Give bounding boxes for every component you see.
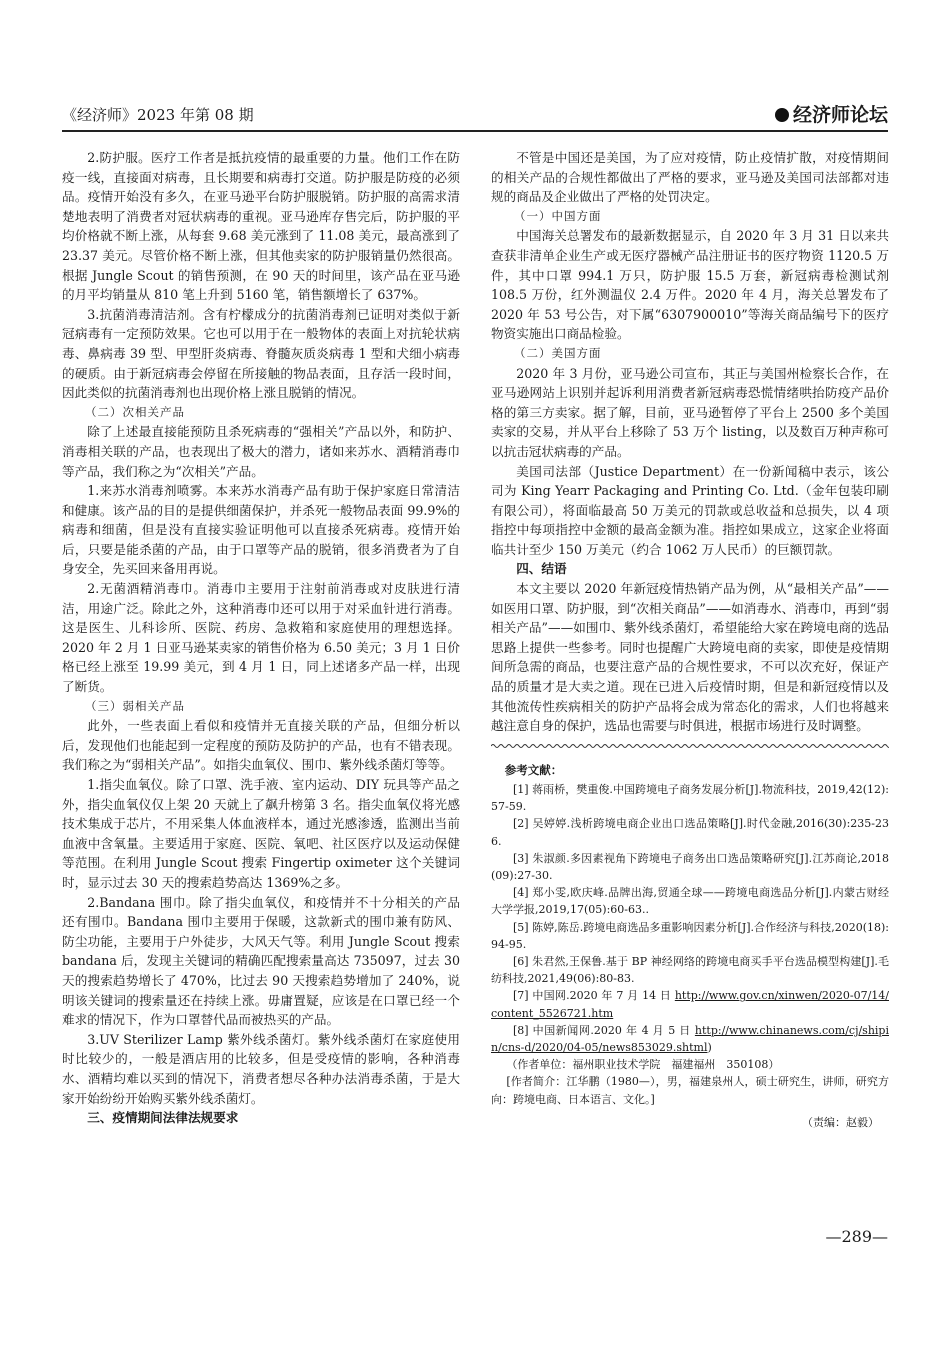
right-column: [491, 148, 889, 1131]
reference-list: [491, 781, 889, 1056]
page-header: [62, 98, 888, 128]
paragraph: 3.UV Sterilizer Lamp 紫外线杀菌灯。紫外线杀菌灯在家庭使用时比较少的，一般是酒店用的比较多，但是受疫情的影响，各种消毒水、酒精均难以买到的情况下，消费者想尽各种办法消毒杀菌，于是大家开始纷纷开始购买紫外线杀菌灯。: [62, 1031, 460, 1106]
section-heading: 四、结语: [516, 561, 567, 577]
references-title: 参考文献：: [504, 762, 563, 777]
section-label: 经济师论坛: [792, 104, 888, 126]
reference-link[interactable]: http://www.chinanews.com/cj/shipin/cns-d/2020/04-05/news853029.shtml: [491, 1023, 889, 1055]
editor-note: （责编：赵毅）: [802, 1115, 879, 1129]
paragraph: 3.抗菌消毒清洁剂。含有柠檬成分的抗菌消毒剂已证明对类似于新冠病毒有一定预防效果。它也可以用于在一般物体的表面上对抗轮状病毒、鼻病毒 39 型、甲型肝炎病毒、脊髓灰质炎病毒 1 型和犬细小病毒的硬质。由于新冠病毒会停留在所接触的物品表面，且存活一段时间，因此类似的抗菌消毒剂也出现价格上涨且脱销的情况。: [62, 306, 460, 401]
subsection-heading: （一）中国方面: [514, 208, 602, 223]
paragraph: 不管是中国还是美国，为了应对疫情，防止疫情扩散，对疫情期间的相关产品的合规性都做出了严格的要求，亚马逊及美国司法部都对违规的商品及企业做出了严格的处罚决定。: [491, 150, 889, 205]
reference-item: [7] 中国网.2020 年 7 月 14 日 http://www.gov.cn/xinwen/2020-07/14/content_5526721.htm: [491, 989, 889, 1020]
paragraph: 本文主要以 2020 年新冠疫情热销产品为例，从“最相关产品”——如医用口罩、防护服，到“次相关商品”——如消毒水、消毒巾，再到“弱相关产品”——如围巾、紫外线杀菌灯，希望能给大家在跨境电商的选品思路上提供一些参考。同时也提醒广大跨境电商的卖家，即使是疫情期间所急需的商品，也要注意产品的合规性要求，不可以次充好，保证产品的质量才是大卖之道。现在已进入后疫情时期，但是和新冠疫情以及其他流传性疾病相关的防护产品将会成为常态化的需求，人们也将越来越注意自身的保护，选品也需要与时俱进，根据市场进行及时调整。: [491, 581, 889, 734]
bullet-dot-icon: [775, 108, 789, 122]
paragraph: 1.指尖血氧仪。除了口罩、洗手液、室内运动、DIY 玩具等产品之外，指尖血氧仪仅上架 20 天就上了飙升榜第 3 名。指尖血氧仪将光感技术集成于芯片，不用采集人体血液样本，通过光感渗透，监测出当前血液中含氧量。主要适用于家庭、医院、氧吧、社区医疗以及运动保健等范围。在利用 Jungle Scout 搜索 Fingertip oximeter 这个关键词时，显示过去 30 天的搜索趋势高达 1369%之多。: [62, 777, 460, 890]
references: [491, 762, 889, 1131]
reference-item: [2] 吴婷婷.浅析跨境电商企业出口选品策略[J].时代金融,2016(30):235-236.: [491, 817, 889, 848]
section-heading: 三、疫情期间法律法规要求: [87, 1110, 239, 1126]
journal-title: 《经济师》2023 年第 08 期: [62, 106, 254, 124]
reference-item: [6] 朱君然,王保鲁.基于 BP 神经网络的跨境电商买手平台选品模型构建[J].毛纺科技,2021,49(06):80-83.: [491, 955, 889, 986]
reference-link[interactable]: http://www.gov.cn/xinwen/2020-07/14/content_5526721.htm: [491, 989, 889, 1020]
paragraph: 除了上述最直接能预防且杀死病毒的“强相关”产品以外，和防护、消毒相关联的产品，也表现出了极大的潜力，诸如来苏水、酒精消毒巾等产品，我们称之为“次相关”产品。: [62, 424, 460, 479]
page-number: —289—: [825, 1227, 888, 1246]
paragraph: 2.Bandana 围巾。除了指尖血氧仪，和疫情并不十分相关的产品还有围巾。Bandana 围巾主要用于保暖，这款新式的围巾兼有防风、防尘功能，主要用于户外徒步，大风天气等。利用 Jungle Scout 搜索 bandana 后，发现主关键词的精确匹配搜索量高达 735097，过去 30 天的搜索趋势增长了 470%，比过去 90 天搜索趋势增加了 240%，说明该关键词的搜索量还在持续上涨。毋庸置疑，应该是在口罩已经一个难求的情况下，作为口罩替代品而被热买的产品。: [62, 894, 460, 1028]
reference-item: [5] 陈婷,陈岳.跨境电商选品多重影响因素分析[J].合作经济与科技,2020(18):94-95.: [491, 920, 889, 951]
subsection-heading: （三）弱相关产品: [85, 698, 185, 713]
paragraph: 中国海关总署发布的最新数据显示，自 2020 年 3 月 31 日以来共查获非清单企业生产或无医疗器械产品注册证书的医疗物资 1120.5 万件，其中口罩 994.1 万只，防护服 15.5 万套，新冠病毒检测试剂 108.5 万份，红外测温仪 2.4 万件。2020 年 4 月，海关总署发布了 2020 年 53 号公告，对下属“6307900010”等海关商品编号下的医疗物资实施出口商品检验。: [491, 228, 889, 342]
left-column: [62, 148, 460, 1128]
paragraph: 美国司法部（Justice Department）在一份新闻稿中表示，该公司为 King Yearr Packaging and Printing Co. Ltd.（金年包装印刷有限公司），将面临最高 50 万美元的罚款或总收益和总损失，以 4 项指控中每项指控中金额的最高金额为准。指控如果成立，这家企业将面临共计至少 150 万美元（约合 1062 万人民币）的巨额罚款。: [491, 463, 889, 557]
section-title: [775, 100, 888, 127]
reference-item: [3] 朱淑颜.多因素视角下跨境电子商务出口选品策略研究[J].江苏商论,2018(09):27-30.: [491, 851, 889, 883]
paragraph: 2.防护服。医疗工作者是抵抗疫情的最重要的力量。他们工作在防疫一线，直接面对病毒，且长期要和病毒打交道。防护服是防疫的必须品。疫情开始没有多久，在亚马逊平台防护服脱销。防护服的高需求清楚地表明了消费者对冠状病毒的重视。亚马逊库存售完后，防护服的平均价格就不断上涨，从每套 9.68 美元涨到了 11.08 美元，最高涨到了 23.37 美元。尽管价格不断上涨，但其他卖家的防护服销量仍然很高。根据 Jungle Scout 的销售预测，在 90 天的时间里，该产品在亚马逊的月平均销量从 810 笔上升到 5160 笔，销售额增长了 637%。: [62, 150, 460, 303]
paragraph: 2020 年 3 月份，亚马逊公司宣布，其正与美国州检察长合作，在亚马逊网站上识别并起诉利用消费者新冠病毒恐慌情绪哄抬防疫产品价格的第三方卖家。据了解，目前，亚马逊暂停了平台上 2500 多个美国卖家的交易，并从平台上移除了 53 万个 listing，以及数百万种声称可以抗击冠状病毒的产品。: [491, 365, 889, 459]
author-affiliation: （作者单位：福州职业技术学院 福建福州 350108）: [506, 1058, 780, 1072]
subsection-heading: （二）美国方面: [514, 345, 602, 360]
right-column-body: [491, 148, 889, 736]
paragraph: 1.来苏水消毒剂喷雾。本来苏水消毒产品有助于保护家庭日常清洁和健康。该产品的目的是提供细菌保护，并杀死一般物品表面 99.9%的病毒和细菌，但是没有直接实验证明他可以直接杀死病毒。疫情开始后，只要是能杀菌的产品，由于口罩等产品的脱销，很多消费者为了自身安全，先买回来备用再说。: [62, 483, 460, 577]
subsection-heading: （二）次相关产品: [85, 404, 185, 419]
header-rule: [62, 130, 888, 132]
reference-item: [4] 郑小雯,欧庆峰.品牌出海,贸通全球——跨境电商选品分析[J].内蒙古财经大学学报,2019,17(05):60-63..: [491, 886, 889, 917]
paragraph: 2.无菌酒精消毒巾。消毒巾主要用于注射前消毒或对皮肤进行清洁，用途广泛。除此之外，这种消毒巾还可以用于对采血针进行消毒。这是医生、儿科诊所、医院、药房、急救箱和家庭使用的理想选择。2020 年 2 月 1 日亚马逊某卖家的销售价格为 6.50 美元；3 月 1 日价格已经上涨至 19.99 美元，到 4 月 1 日，同上述诸多产品一样，出现了断货。: [62, 581, 460, 695]
paragraph: 此外，一些表面上看似和疫情并无直接关联的产品，但细分析以后，发现他们也能起到一定程度的预防及防护的产品，也有不错表现。我们称之为“弱相关产品”。如指尖血氧仪、围巾、紫外线杀菌灯等等。: [62, 718, 460, 773]
reference-item: [8] 中国新闻网.2020 年 4 月 5 日 http://www.chinanews.com/cj/shipin/cns-d/2020/04-05/news853029.shtml): [491, 1023, 889, 1055]
reference-item: [1] 蒋雨桥，樊重俊.中国跨境电子商务发展分析[J].物流科技，2019,42(12):57-59.: [491, 783, 889, 814]
wavy-divider: [491, 742, 889, 750]
author-bio: [作者简介：江华鹏（1980—），男，福建泉州人，硕士研究生，讲师，研究方向：跨境电商、日本语言、文化。]: [491, 1075, 889, 1106]
